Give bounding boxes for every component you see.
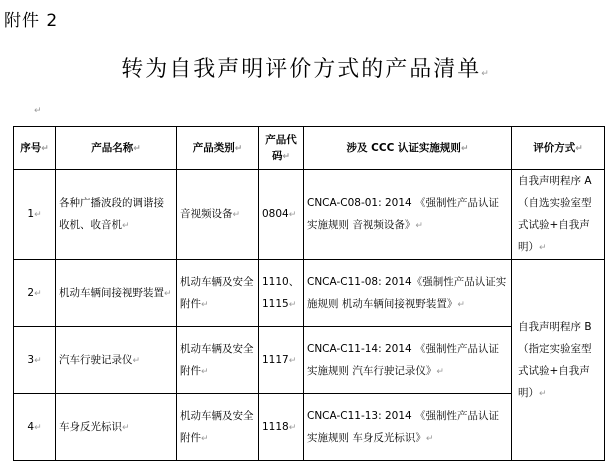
product-list-table <box>13 126 605 461</box>
header-code: 产品代码↵ <box>259 127 304 170</box>
row-rules: CNCA-C11-14: 2014 《强制性产品认证实施规则 汽车行驶记录仪》↵ <box>304 327 512 394</box>
row-name: 各种广播波段的调谐接收机、收音机↵ <box>56 170 177 260</box>
row-category: 机动车辆及安全附件↵ <box>177 327 259 394</box>
attachment-label: 附件 2 <box>4 11 59 31</box>
row-code: 1117↵ <box>259 327 304 394</box>
header-category: 产品类别↵ <box>177 127 259 170</box>
table-row <box>14 170 605 260</box>
row-rules: CNCA-C11-08: 2014《强制性产品认证实施规则 机动车辆间接视野装置》↵ <box>304 260 512 327</box>
table-header-row <box>14 127 605 170</box>
row-method: 自我声明程序 A（自选实验室型式试验+自我声明）↵ <box>512 170 605 260</box>
row-seq: 1↵ <box>14 170 56 260</box>
document-title: 转为自我声明评价方式的产品清单↵ <box>121 57 491 82</box>
paragraph-mark: ↵ <box>34 106 42 116</box>
paragraph-mark: ↵ <box>481 69 491 79</box>
row-code: 0804↵ <box>259 170 304 260</box>
row-rules: CNCA-C08-01: 2014 《强制性产品认证实施规则 音视频设备》↵ <box>304 170 512 260</box>
row-name: 车身反光标识↵ <box>56 394 177 461</box>
row-code: 1110、1115↵ <box>259 260 304 327</box>
header-rules: 涉及 CCC 认证实施规则↵ <box>304 127 512 170</box>
header-seq: 序号↵ <box>14 127 56 170</box>
row-seq: 2↵ <box>14 260 56 327</box>
row-category: 机动车辆及安全附件↵ <box>177 394 259 461</box>
row-name: 汽车行驶记录仪↵ <box>56 327 177 394</box>
row-method-merged: 自我声明程序 B（指定实验室型式试验+自我声明）↵ <box>512 260 605 461</box>
header-method: 评价方式↵ <box>512 127 605 170</box>
row-code: 1118↵ <box>259 394 304 461</box>
row-category: 机动车辆及安全附件↵ <box>177 260 259 327</box>
row-name: 机动车辆间接视野装置↵ <box>56 260 177 327</box>
table-row <box>14 260 605 327</box>
row-category: 音视频设备↵ <box>177 170 259 260</box>
row-seq: 3↵ <box>14 327 56 394</box>
row-seq: 4↵ <box>14 394 56 461</box>
header-name: 产品名称↵ <box>56 127 177 170</box>
row-rules: CNCA-C11-13: 2014 《强制性产品认证实施规则 车身反光标识》↵ <box>304 394 512 461</box>
